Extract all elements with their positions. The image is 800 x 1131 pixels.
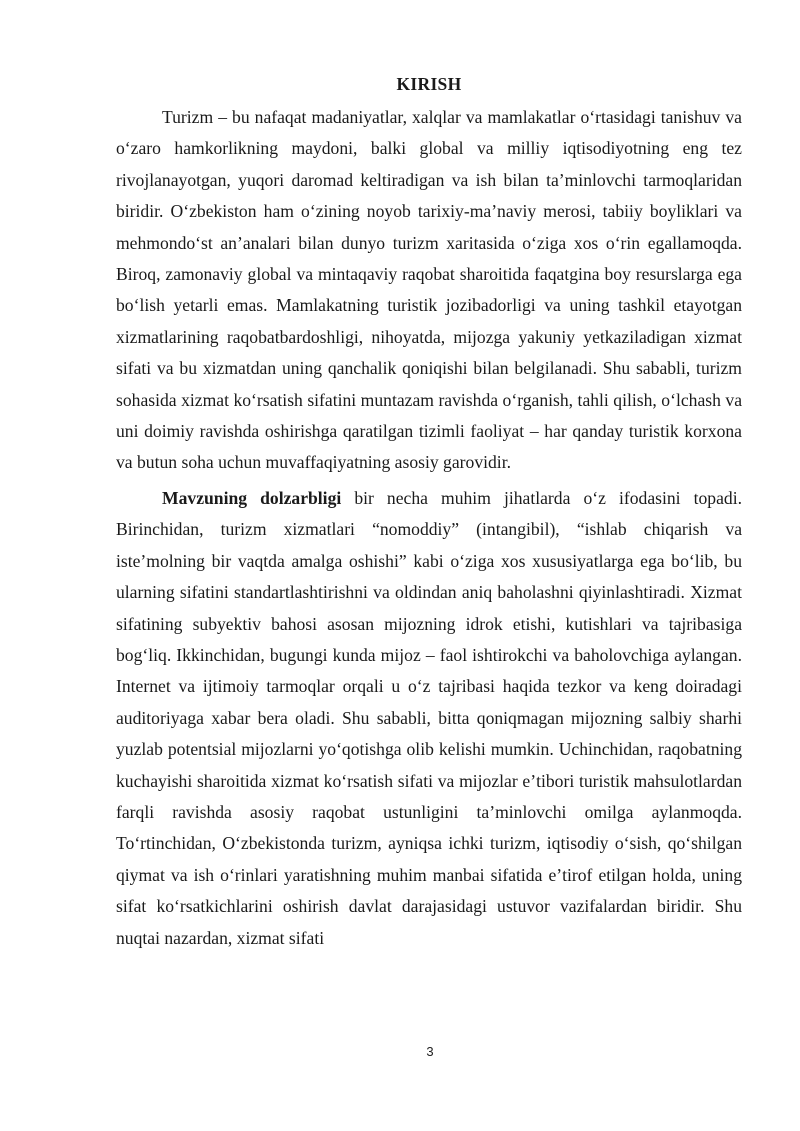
paragraph-text: Turizm – bu nafaqat madaniyatlar, xalqlar va mamlakatlar oʻrtasidagi tanishuv va oʻzaro hamkorlikning maydoni, balki global va milliy iqtisodiyotning eng tez rivojlanayotgan, yuqori daromad keltiradigan va ish bilan taʼminlovchi tarmoqlaridan biridir. Oʻzbekiston ham oʻzining noyob tarixiy-maʼnaviy merosi, tabiiy boyliklari va mehmondoʻst anʼanalari bilan dunyo turizm xaritasida oʻziga xos oʻrin egallamoqda. Biroq, zamonaviy global va mintaqaviy raqobat sharoitida faqatgina boy resurslarga ega boʻlish yetarli emas. Mamlakatning turistik jozibadorligi va uning tashkil etayotgan xizmatlarining raqobatbardoshligi, nihoyatda, mijozga yakuniy yetkaziladigan xizmat sifati va bu xizmatdan uning qanchalik qoniqishi bilan belgilanadi. Shu sababli, turizm sohasida xizmat koʻrsatish sifatini muntazam ravishda oʻrganish, tahli qilish, oʻlchash va uni doimiy ravishda oshirishga qaratilgan tizimli faoliyat – har qanday turistik korxona va butun soha uchun muvaffaqiyatning asosiy garovidir.: [116, 107, 742, 473]
paragraph-text: bir necha muhim jihatlarda oʻz ifodasini topadi. Birinchidan, turizm xizmatlari “nomoddiy” (intangibil), “ishlab chiqarish va isteʼmolning bir vaqtda amalga oshishi” kabi oʻziga xos xususiyatlarga ega boʻlib, bu ularning sifatini standartlashtirishni va oldindan aniq baholashni qiyinlashtiradi. Xizmat sifatining subyektiv bahosi asosan mijozning idrok etishi, kutishlari va tajribasiga bogʻliq. Ikkinchidan, bugungi kunda mijoz – faol ishtirokchi va baholovchiga aylangan. Internet va ijtimoiy tarmoqlar orqali u oʻz tajribasi haqida tezkor va keng doiradagi auditoriyaga xabar bera oladi. Shu sababli, bitta qoniqmagan mijozning salbiy sharhi yuzlab potentsial mijozlarni yoʻqotishga olib kelishi mumkin. Uchinchidan, raqobatning kuchayishi sharoitida xizmat koʻrsatish sifati va mijozlar eʼtibori turistik mahsulotlardan farqli ravishda asosiy raqobat ustunligini taʼminlovchi omilga aylanmoqda. Toʻrtinchidan, Oʻzbekistonda turizm, ayniqsa ichki turizm, iqtisodiy oʻsish, qoʻshilgan qiymat va ish oʻrinlari yaratishning muhim manbai sifatida eʼtirof etilgan holda, uning sifat koʻrsatkichlarini oshirish davlat darajasidagi ustuvor vazifalardan biridir. Shu nuqtai nazardan, xizmat sifati: [116, 487, 742, 948]
page-number: 3: [426, 1044, 434, 1059]
section-heading: KIRISH: [396, 74, 462, 94]
intro-paragraph: [116, 102, 742, 479]
paragraph-lead-term: Mavzuning dolzarbligi: [162, 487, 342, 508]
relevance-paragraph: [116, 483, 742, 954]
document-body: [116, 72, 742, 954]
